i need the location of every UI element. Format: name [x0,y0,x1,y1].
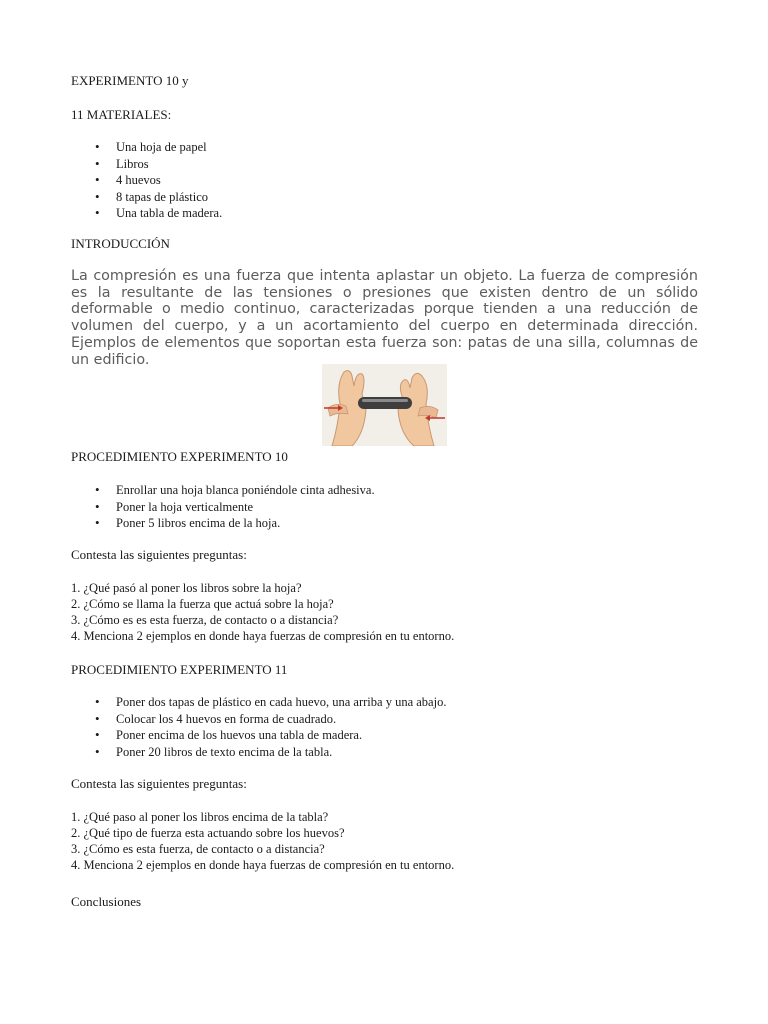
intro-paragraph: La compresión es una fuerza que intenta aplastar un objeto. La fuerza de compresión es la resultante de las tensiones o presiones que existen dentro de un sólido deformable o medio continuo, caracterizadas porque tienden a una reducción de volumen del cuerpo, y a un acortamiento del cuerpo en determinada dirección. Ejemplos de elementos que soportan esta fuerza son: patas de una silla, columnas de un edificio. [71,268,698,368]
exp11-steps-list [71,694,446,760]
exp10-questions [71,580,454,644]
exp11-heading: PROCEDIMIENTO EXPERIMENTO 11 [71,662,288,677]
list-item: • Poner encima de los huevos una tabla de madera. [71,727,446,744]
exp11-questions [71,809,454,873]
materials-heading: 11 MATERIALES: [71,107,172,122]
list-item: • 4 huevos [71,172,222,189]
list-item: • Enrollar una hoja blanca poniéndole cinta adhesiva. [71,482,375,499]
list-item: • Libros [71,156,222,173]
exp10-questions-heading: Contesta las siguientes preguntas: [71,547,247,562]
list-item: • Una hoja de papel [71,139,222,156]
intro-heading: INTRODUCCIÓN [71,236,170,251]
list-item: • Colocar los 4 huevos en forma de cuadrado. [71,711,446,728]
compression-illustration [322,364,447,446]
exp10-heading: PROCEDIMIENTO EXPERIMENTO 10 [71,449,288,464]
list-item: • Poner 5 libros encima de la hoja. [71,515,375,532]
list-item: • Una tabla de madera. [71,205,222,222]
question-item: 2. ¿Cómo se llama la fuerza que actuá sobre la hoja? [71,597,334,611]
question-item: 1. ¿Qué pasó al poner los libros sobre la hoja? [71,581,302,595]
exp11-questions-heading: Contesta las siguientes preguntas: [71,776,247,791]
conclusions-heading: Conclusiones [71,894,142,909]
question-item: 4. Menciona 2 ejemplos en donde haya fuerzas de compresión en tu entorno. [71,629,455,643]
question-item: 2. ¿Qué tipo de fuerza esta actuando sobre los huevos? [71,826,345,840]
question-item: 1. ¿Qué paso al poner los libros encima de la tabla? [71,810,329,824]
list-item: • 8 tapas de plástico [71,189,222,206]
compression-hands-image [322,364,447,446]
exp10-steps-list [71,482,375,532]
list-item: • Poner la hoja verticalmente [71,499,375,516]
list-item: • Poner 20 libros de texto encima de la tabla. [71,744,446,761]
question-item: 4. Menciona 2 ejemplos en donde haya fuerzas de compresión en tu entorno. [71,858,455,872]
list-item: • Poner dos tapas de plástico en cada huevo, una arriba y una abajo. [71,694,446,711]
question-item: 3. ¿Cómo es esta fuerza, de contacto o a distancia? [71,842,325,856]
document-title-line1: EXPERIMENTO 10 y [71,73,189,88]
materials-list [71,139,222,222]
question-item: 3. ¿Cómo es es esta fuerza, de contacto o a distancia? [71,613,339,627]
